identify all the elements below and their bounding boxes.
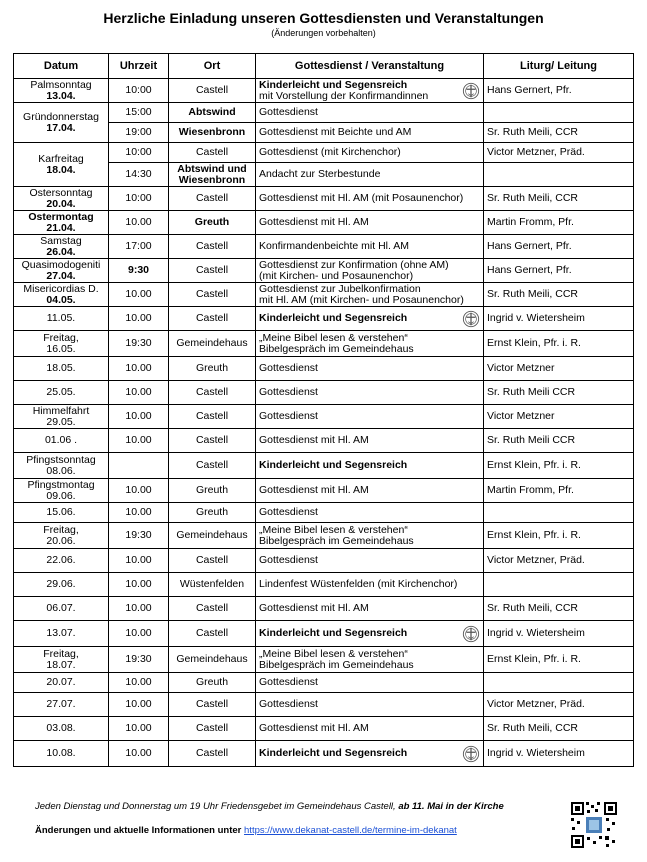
date-cell: 22.06. bbox=[14, 549, 109, 573]
table-row bbox=[14, 381, 634, 405]
date-cell: Pfingstmontag 09.06. bbox=[14, 479, 109, 503]
time-cell: 10.00 bbox=[109, 673, 169, 693]
place-cell: Castell bbox=[169, 187, 256, 211]
place-cell: Castell bbox=[169, 143, 256, 163]
footer-prayer-note: Jeden Dienstag und Donnerstag um 19 Uhr Friedensgebet im Gemeindehaus Castell, ab 11. Mai in der Kirche bbox=[35, 801, 504, 812]
leader-cell: Sr. Ruth Meili, CCR bbox=[484, 597, 634, 621]
leader-cell: Hans Gernert, Pfr. bbox=[484, 259, 634, 283]
leader-cell: Victor Metzner, Präd. bbox=[484, 143, 634, 163]
leader-cell: Sr. Ruth Meili CCR bbox=[484, 381, 634, 405]
leader-cell bbox=[484, 163, 634, 187]
event-cell: Gottesdienst mit Beichte und AM bbox=[256, 123, 484, 143]
leader-cell: Sr. Ruth Meili, CCR bbox=[484, 717, 634, 741]
event-cell: Gottesdienst bbox=[256, 357, 484, 381]
place-cell: Castell bbox=[169, 405, 256, 429]
event-cell: Gottesdienst bbox=[256, 103, 484, 123]
event-cell: Gottesdienst mit Hl. AM bbox=[256, 211, 484, 235]
date-cell: 20.07. bbox=[14, 673, 109, 693]
table-row bbox=[14, 357, 634, 381]
page-subtitle: (Änderungen vorbehalten) bbox=[271, 28, 376, 38]
event-cell: Gottesdienst mit Hl. AM (mit Posaunenchor) bbox=[256, 187, 484, 211]
page-title: Herzliche Einladung unseren Gottesdiensten und Veranstaltungen bbox=[103, 10, 544, 26]
leader-cell: Victor Metzner, Präd. bbox=[484, 693, 634, 717]
footer-info: Änderungen und aktuelle Informationen unter https://www.dekanat-castell.de/termine-im-dekanat bbox=[35, 825, 457, 836]
place-cell: Castell bbox=[169, 741, 256, 767]
place-cell: Wüstenfelden bbox=[169, 573, 256, 597]
place-cell: Castell bbox=[169, 453, 256, 479]
time-cell: 17:00 bbox=[109, 235, 169, 259]
table-row bbox=[14, 211, 634, 235]
place-cell: Castell bbox=[169, 717, 256, 741]
place-cell: Castell bbox=[169, 283, 256, 307]
place-cell: Castell bbox=[169, 79, 256, 103]
leader-cell bbox=[484, 673, 634, 693]
leader-cell: Sr. Ruth Meili, CCR bbox=[484, 123, 634, 143]
place-cell: Castell bbox=[169, 597, 256, 621]
date-cell: Karfreitag 18.04. bbox=[14, 143, 109, 187]
event-cell: Andacht zur Sterbestunde bbox=[256, 163, 484, 187]
table-row bbox=[14, 307, 634, 331]
date-cell: Palmsonntag 13.04. bbox=[14, 79, 109, 103]
table-row bbox=[14, 405, 634, 429]
date-cell: Freitag, 18.07. bbox=[14, 647, 109, 673]
time-cell: 10.00 bbox=[109, 621, 169, 647]
place-cell: Wiesenbronn bbox=[169, 123, 256, 143]
place-cell: Castell bbox=[169, 693, 256, 717]
date-cell: 29.06. bbox=[14, 573, 109, 597]
leader-cell: Ingrid v. Wietersheim bbox=[484, 307, 634, 331]
table-row bbox=[14, 103, 634, 123]
date-cell: Quasimodogeniti 27.04. bbox=[14, 259, 109, 283]
place-cell: Greuth bbox=[169, 503, 256, 523]
event-cell: Gottesdienst bbox=[256, 381, 484, 405]
time-cell: 10.00 bbox=[109, 307, 169, 331]
place-cell: Gemeindehaus bbox=[169, 647, 256, 673]
event-cell: Kinderleicht und Segensreich bbox=[256, 741, 484, 767]
leader-cell: Ingrid v. Wietersheim bbox=[484, 741, 634, 767]
date-cell: 10.08. bbox=[14, 741, 109, 767]
time-cell: 10.00 bbox=[109, 597, 169, 621]
date-cell: 06.07. bbox=[14, 597, 109, 621]
leader-cell: Ernst Klein, Pfr. i. R. bbox=[484, 331, 634, 357]
place-cell: Gemeindehaus bbox=[169, 523, 256, 549]
table-row bbox=[14, 717, 634, 741]
time-cell: 19:00 bbox=[109, 123, 169, 143]
table-row bbox=[14, 597, 634, 621]
time-cell: 10.00 bbox=[109, 211, 169, 235]
date-cell: 11.05. bbox=[14, 307, 109, 331]
event-cell: Gottesdienst mit Hl. AM bbox=[256, 597, 484, 621]
time-cell: 14:30 bbox=[109, 163, 169, 187]
date-cell: 25.05. bbox=[14, 381, 109, 405]
table-row bbox=[14, 143, 634, 163]
leader-cell: Victor Metzner bbox=[484, 405, 634, 429]
church-seal-icon bbox=[462, 82, 480, 100]
leader-cell: Ernst Klein, Pfr. i. R. bbox=[484, 647, 634, 673]
schedule-table bbox=[13, 53, 634, 767]
date-cell: Gründonnerstag 17.04. bbox=[14, 103, 109, 143]
qr-code-icon bbox=[569, 800, 619, 850]
table-row bbox=[14, 503, 634, 523]
date-cell: 03.08. bbox=[14, 717, 109, 741]
time-cell: 19:30 bbox=[109, 647, 169, 673]
date-cell: Freitag, 20.06. bbox=[14, 523, 109, 549]
place-cell: Greuth bbox=[169, 673, 256, 693]
place-cell: Castell bbox=[169, 429, 256, 453]
time-cell: 10.00 bbox=[109, 741, 169, 767]
table-row bbox=[14, 621, 634, 647]
leader-cell bbox=[484, 573, 634, 597]
date-cell: Ostermontag 21.04. bbox=[14, 211, 109, 235]
time-cell: 10:00 bbox=[109, 143, 169, 163]
col-header-time: Uhrzeit bbox=[109, 54, 169, 79]
leader-cell: Martin Fromm, Pfr. bbox=[484, 479, 634, 503]
time-cell: 10.00 bbox=[109, 717, 169, 741]
time-cell: 10.00 bbox=[109, 549, 169, 573]
table-row bbox=[14, 693, 634, 717]
time-cell: 10.00 bbox=[109, 381, 169, 405]
event-cell: Gottesdienst mit Hl. AM bbox=[256, 717, 484, 741]
event-cell: Gottesdienst bbox=[256, 503, 484, 523]
place-cell: Abtswind bbox=[169, 103, 256, 123]
time-cell: 10.00 bbox=[109, 479, 169, 503]
place-cell: Castell bbox=[169, 621, 256, 647]
event-cell: Gottesdienst zur Jubelkonfirmation mit Hl. AM (mit Kirchen- und Posaunenchor) bbox=[256, 283, 484, 307]
date-cell: 13.07. bbox=[14, 621, 109, 647]
place-cell: Greuth bbox=[169, 357, 256, 381]
table-row bbox=[14, 187, 634, 211]
dekanat-link[interactable]: https://www.dekanat-castell.de/termine-im-dekanat bbox=[244, 825, 457, 836]
table-row bbox=[14, 235, 634, 259]
place-cell: Greuth bbox=[169, 479, 256, 503]
table-row bbox=[14, 79, 634, 103]
event-cell: Gottesdienst bbox=[256, 673, 484, 693]
time-cell: 9:30 bbox=[109, 259, 169, 283]
leader-cell: Martin Fromm, Pfr. bbox=[484, 211, 634, 235]
table-row bbox=[14, 453, 634, 479]
place-cell: Greuth bbox=[169, 211, 256, 235]
date-cell: 15.06. bbox=[14, 503, 109, 523]
col-header-place: Ort bbox=[169, 54, 256, 79]
time-cell bbox=[109, 453, 169, 479]
time-cell: 10.00 bbox=[109, 693, 169, 717]
col-header-leader: Liturg/ Leitung bbox=[484, 54, 634, 79]
table-row bbox=[14, 523, 634, 549]
leader-cell: Hans Gernert, Pfr. bbox=[484, 79, 634, 103]
time-cell: 10.00 bbox=[109, 405, 169, 429]
leader-cell: Ernst Klein, Pfr. i. R. bbox=[484, 453, 634, 479]
leader-cell: Sr. Ruth Meili, CCR bbox=[484, 187, 634, 211]
col-header-date: Datum bbox=[14, 54, 109, 79]
date-cell: Ostersonntag 20.04. bbox=[14, 187, 109, 211]
place-cell: Castell bbox=[169, 549, 256, 573]
leader-cell: Sr. Ruth Meili, CCR bbox=[484, 283, 634, 307]
event-cell: „Meine Bibel lesen & verstehen“ Bibelgespräch im Gemeindehaus bbox=[256, 331, 484, 357]
leader-cell: Ingrid v. Wietersheim bbox=[484, 621, 634, 647]
event-cell: Kinderleicht und Segensreich bbox=[256, 307, 484, 331]
event-cell: Gottesdienst bbox=[256, 549, 484, 573]
date-cell: Freitag, 16.05. bbox=[14, 331, 109, 357]
time-cell: 19:30 bbox=[109, 331, 169, 357]
place-cell: Gemeindehaus bbox=[169, 331, 256, 357]
church-seal-icon bbox=[462, 625, 480, 643]
date-cell: 01.06 . bbox=[14, 429, 109, 453]
table-row bbox=[14, 741, 634, 767]
place-cell: Castell bbox=[169, 381, 256, 405]
place-cell: Castell bbox=[169, 259, 256, 283]
table-row bbox=[14, 647, 634, 673]
event-cell: Gottesdienst mit Hl. AM bbox=[256, 479, 484, 503]
leader-cell: Hans Gernert, Pfr. bbox=[484, 235, 634, 259]
time-cell: 10.00 bbox=[109, 357, 169, 381]
event-cell: Gottesdienst mit Hl. AM bbox=[256, 429, 484, 453]
event-cell: Gottesdienst (mit Kirchenchor) bbox=[256, 143, 484, 163]
leader-cell: Victor Metzner bbox=[484, 357, 634, 381]
date-cell: 27.07. bbox=[14, 693, 109, 717]
date-cell: Samstag 26.04. bbox=[14, 235, 109, 259]
table-row bbox=[14, 429, 634, 453]
table-row bbox=[14, 331, 634, 357]
time-cell: 10:00 bbox=[109, 187, 169, 211]
event-cell: „Meine Bibel lesen & verstehen“ Bibelgespräch im Gemeindehaus bbox=[256, 647, 484, 673]
time-cell: 10.00 bbox=[109, 573, 169, 597]
time-cell: 15:00 bbox=[109, 103, 169, 123]
table-header-row bbox=[14, 54, 634, 79]
leader-cell bbox=[484, 503, 634, 523]
date-cell: Misericordias D. 04.05. bbox=[14, 283, 109, 307]
time-cell: 10.00 bbox=[109, 503, 169, 523]
leader-cell bbox=[484, 103, 634, 123]
time-cell: 10:00 bbox=[109, 79, 169, 103]
time-cell: 10.00 bbox=[109, 429, 169, 453]
time-cell: 10.00 bbox=[109, 283, 169, 307]
event-cell: Gottesdienst bbox=[256, 693, 484, 717]
event-cell: Kinderleicht und Segensreich bbox=[256, 453, 484, 479]
date-cell: Himmelfahrt 29.05. bbox=[14, 405, 109, 429]
date-cell: Pfingstsonntag 08.06. bbox=[14, 453, 109, 479]
table-row bbox=[14, 549, 634, 573]
leader-cell: Sr. Ruth Meili CCR bbox=[484, 429, 634, 453]
leader-cell: Ernst Klein, Pfr. i. R. bbox=[484, 523, 634, 549]
event-cell: Kinderleicht und Segensreich mit Vorstellung der Konfirmandinnen bbox=[256, 79, 484, 103]
leader-cell: Victor Metzner, Präd. bbox=[484, 549, 634, 573]
event-cell: Kinderleicht und Segensreich bbox=[256, 621, 484, 647]
place-cell: Castell bbox=[169, 307, 256, 331]
place-cell: Castell bbox=[169, 235, 256, 259]
event-cell: Gottesdienst zur Konfirmation (ohne AM) (mit Kirchen- und Posaunenchor) bbox=[256, 259, 484, 283]
table-row bbox=[14, 479, 634, 503]
table-row bbox=[14, 259, 634, 283]
church-seal-icon bbox=[462, 745, 480, 763]
event-cell: Gottesdienst bbox=[256, 405, 484, 429]
place-cell: Abtswind und Wiesenbronn bbox=[169, 163, 256, 187]
time-cell: 19:30 bbox=[109, 523, 169, 549]
table-row bbox=[14, 283, 634, 307]
event-cell: „Meine Bibel lesen & verstehen“ Bibelgespräch im Gemeindehaus bbox=[256, 523, 484, 549]
table-row bbox=[14, 573, 634, 597]
table-row bbox=[14, 673, 634, 693]
date-cell: 18.05. bbox=[14, 357, 109, 381]
church-seal-icon bbox=[462, 310, 480, 328]
event-cell: Konfirmandenbeichte mit Hl. AM bbox=[256, 235, 484, 259]
col-header-event: Gottesdienst / Veranstaltung bbox=[256, 54, 484, 79]
event-cell: Lindenfest Wüstenfelden (mit Kirchenchor) bbox=[256, 573, 484, 597]
